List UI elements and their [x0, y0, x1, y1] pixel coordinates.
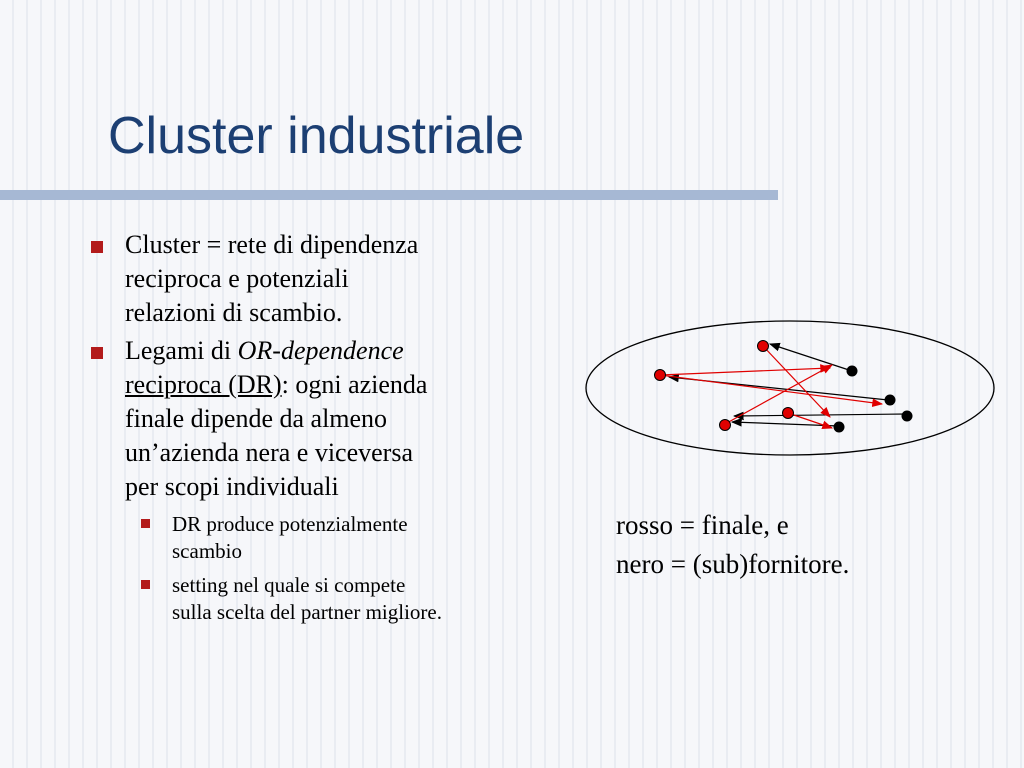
bullet-text-line: finale dipende da almeno [125, 404, 388, 433]
black-node [885, 395, 896, 406]
black-node [834, 422, 845, 433]
bullet-text-line: un’azienda nera e viceversa [125, 438, 413, 467]
bullet-text-line [125, 334, 558, 368]
bullet-text-line: Cluster = rete di dipendenza [125, 230, 419, 259]
red-node [655, 370, 666, 381]
slide-title: Cluster industriale [108, 107, 525, 165]
italic-term: OR-dependence [237, 336, 404, 365]
square-bullet-icon [141, 580, 150, 589]
bullet-text-line: relazioni di scambio. [125, 298, 343, 327]
underlined-term: reciproca (DR) [125, 370, 282, 399]
bullet-prefix: Legami di [125, 336, 238, 365]
title-divider [0, 190, 778, 200]
red-arrow [763, 346, 830, 417]
bullet-item-cluster [88, 228, 558, 330]
bullet-text-line [125, 368, 558, 402]
diagram-legend [616, 506, 849, 584]
legend-line-black: nero = (sub)fornitore. [616, 549, 850, 579]
bullet-after-underline: : ogni azienda [281, 370, 428, 399]
red-node [783, 408, 794, 419]
black-node [902, 411, 913, 422]
red-arrow [660, 375, 882, 404]
black-node [847, 366, 858, 377]
red-node [758, 341, 769, 352]
square-bullet-icon [141, 519, 150, 528]
sub-bullet-item-dr-produce [88, 511, 558, 565]
cluster-network-diagram [580, 318, 1010, 478]
square-bullet-icon [91, 347, 103, 359]
sub-bullet-text-line: setting nel quale si compete [172, 573, 406, 597]
sub-bullet-text-line: scambio [172, 539, 242, 563]
bullet-item-legami [88, 334, 558, 504]
sub-bullet-item-setting [88, 572, 558, 626]
sub-bullet-text-line: DR produce potenzialmente [172, 512, 408, 536]
legend-line-red: rosso = finale, e [616, 510, 789, 540]
bullet-text-line: per scopi individuali [125, 472, 339, 501]
bullet-list [88, 228, 558, 626]
square-bullet-icon [91, 241, 103, 253]
red-node [720, 420, 731, 431]
bullet-text-line: reciproca e potenziali [125, 264, 349, 293]
red-arrow [660, 368, 830, 375]
black-arrow [734, 414, 906, 416]
sub-bullet-text-line: sulla scelta del partner migliore. [172, 600, 442, 624]
